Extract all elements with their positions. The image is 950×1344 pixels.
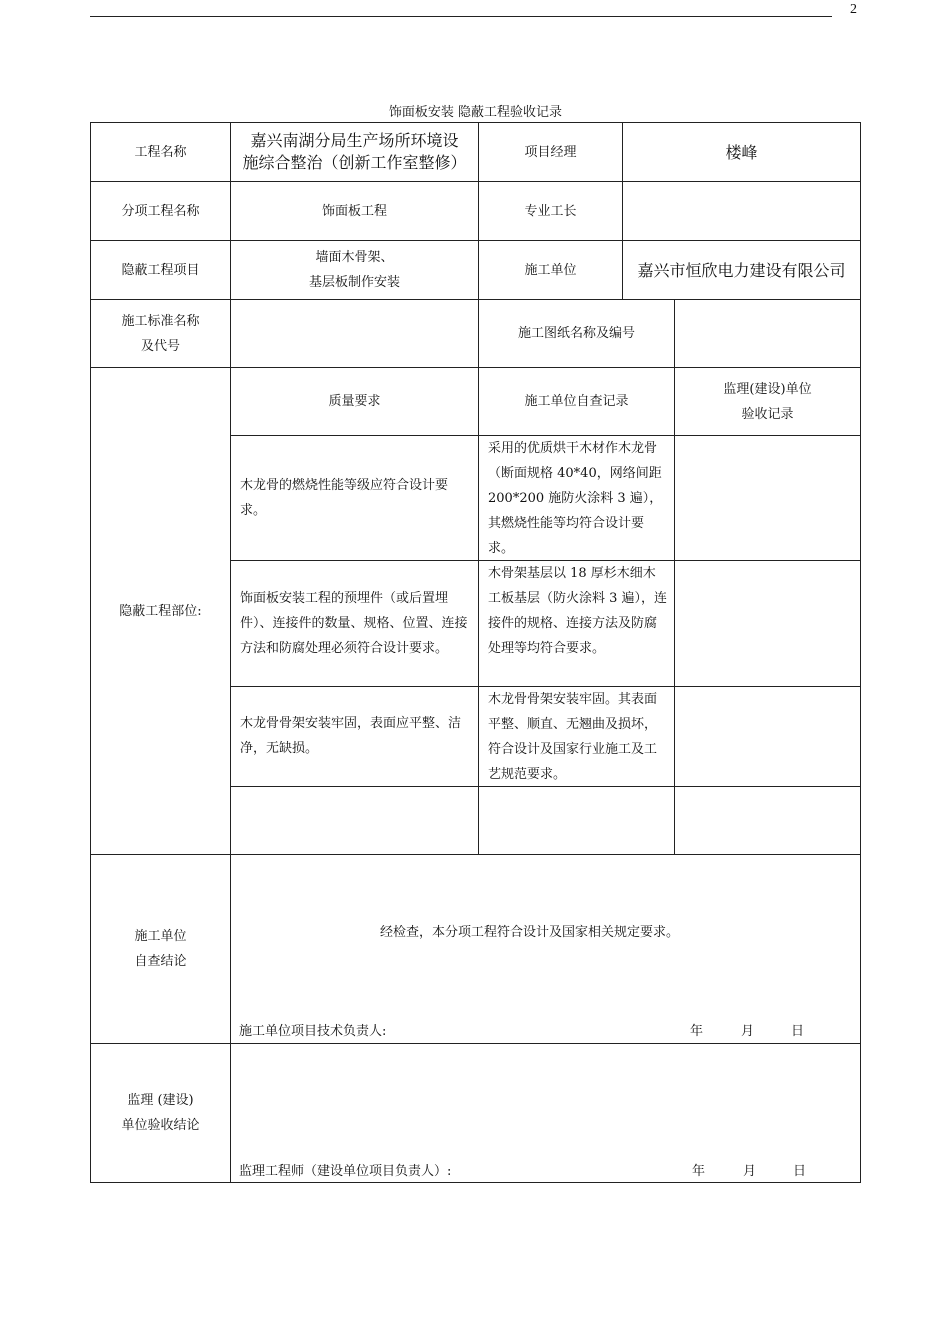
page-number: 2 <box>850 2 857 17</box>
supervision-conclusion-signer: 监理工程师（建设单位项目负责人）: <box>239 1164 452 1179</box>
table-row-3-supervision <box>674 686 861 787</box>
self-conclusion-text: 经检查，本分项工程符合设计及国家相关规定要求。 <box>380 925 680 940</box>
table-row-4-record <box>478 786 675 855</box>
label-contractor: 施工单位 <box>478 240 623 300</box>
table-row-4-supervision <box>674 786 861 855</box>
label-standard: 施工标准名称 及代号 <box>90 299 231 368</box>
header-self-check: 施工单位自查记录 <box>478 367 675 436</box>
supervision-conclusion-month: 月 <box>743 1164 757 1179</box>
header-rule <box>90 16 832 17</box>
label-foreman: 专业工长 <box>478 181 623 241</box>
table-row-1-requirement: 木龙骨的燃烧性能等级应符合设计要求。 <box>230 435 479 561</box>
label-project-manager: 项目经理 <box>478 122 623 182</box>
table-row-4-requirement <box>230 786 479 855</box>
value-project-manager: 楼峰 <box>622 122 861 182</box>
table-row-1-record: 采用的优质烘干木材作木龙骨（断面规格 40*40，网络间距 200*200 施防火涂料 3 遍），其燃烧性能等均符合设计要求。 <box>478 435 675 561</box>
label-hidden-part: 隐蔽工程部位: <box>90 367 231 855</box>
value-project-name: 嘉兴南湖分局生产场所环境设 施综合整治（创新工作室整修） <box>230 122 479 182</box>
value-hidden-item: 墙面木骨架、 基层板制作安装 <box>230 240 479 300</box>
label-sub-project: 分项工程名称 <box>90 181 231 241</box>
value-contractor: 嘉兴市恒欣电力建设有限公司 <box>622 240 861 300</box>
table-row-3-record: 木龙骨骨架安装牢固。其表面平整、顺直、无翘曲及损坏，符合设计及国家行业施工及工艺规范要求。 <box>478 686 675 787</box>
value-foreman <box>622 181 861 241</box>
table-row-1-supervision <box>674 435 861 561</box>
self-conclusion-day: 日 <box>791 1024 805 1039</box>
supervision-conclusion-day: 日 <box>793 1164 807 1179</box>
supervision-conclusion-year: 年 <box>692 1164 706 1179</box>
self-conclusion-signer: 施工单位项目技术负责人: <box>239 1024 387 1039</box>
value-standard <box>230 299 479 368</box>
header-quality-requirement: 质量要求 <box>230 367 479 436</box>
self-conclusion-year: 年 <box>690 1024 704 1039</box>
label-supervision-conclusion: 监理 (建设) 单位验收结论 <box>90 1043 231 1183</box>
self-conclusion-month: 月 <box>741 1024 755 1039</box>
label-self-conclusion: 施工单位 自查结论 <box>90 854 231 1044</box>
value-sub-project: 饰面板工程 <box>230 181 479 241</box>
value-drawing <box>674 299 861 368</box>
form-title: 饰面板安装 隐蔽工程验收记录 <box>388 105 563 120</box>
header-supervision-record: 监理(建设)单位 验收记录 <box>674 367 861 436</box>
self-conclusion-box <box>230 854 861 1044</box>
label-hidden-item: 隐蔽工程项目 <box>90 240 231 300</box>
label-drawing: 施工图纸名称及编号 <box>478 299 675 368</box>
table-row-2-supervision <box>674 560 861 687</box>
table-row-2-requirement: 饰面板安装工程的预埋件（或后置埋件）、连接件的数量、规格、位置、连接方法和防腐处理必须符合设计要求。 <box>230 560 479 687</box>
label-project-name: 工程名称 <box>90 122 231 182</box>
table-row-2-record: 木骨架基层以 18 厚杉木细木工板基层（防火涂料 3 遍），连接件的规格、连接方法及防腐处理等均符合要求。 <box>478 560 675 687</box>
table-row-3-requirement: 木龙骨骨架安装牢固，表面应平整、洁净，无缺损。 <box>230 686 479 787</box>
